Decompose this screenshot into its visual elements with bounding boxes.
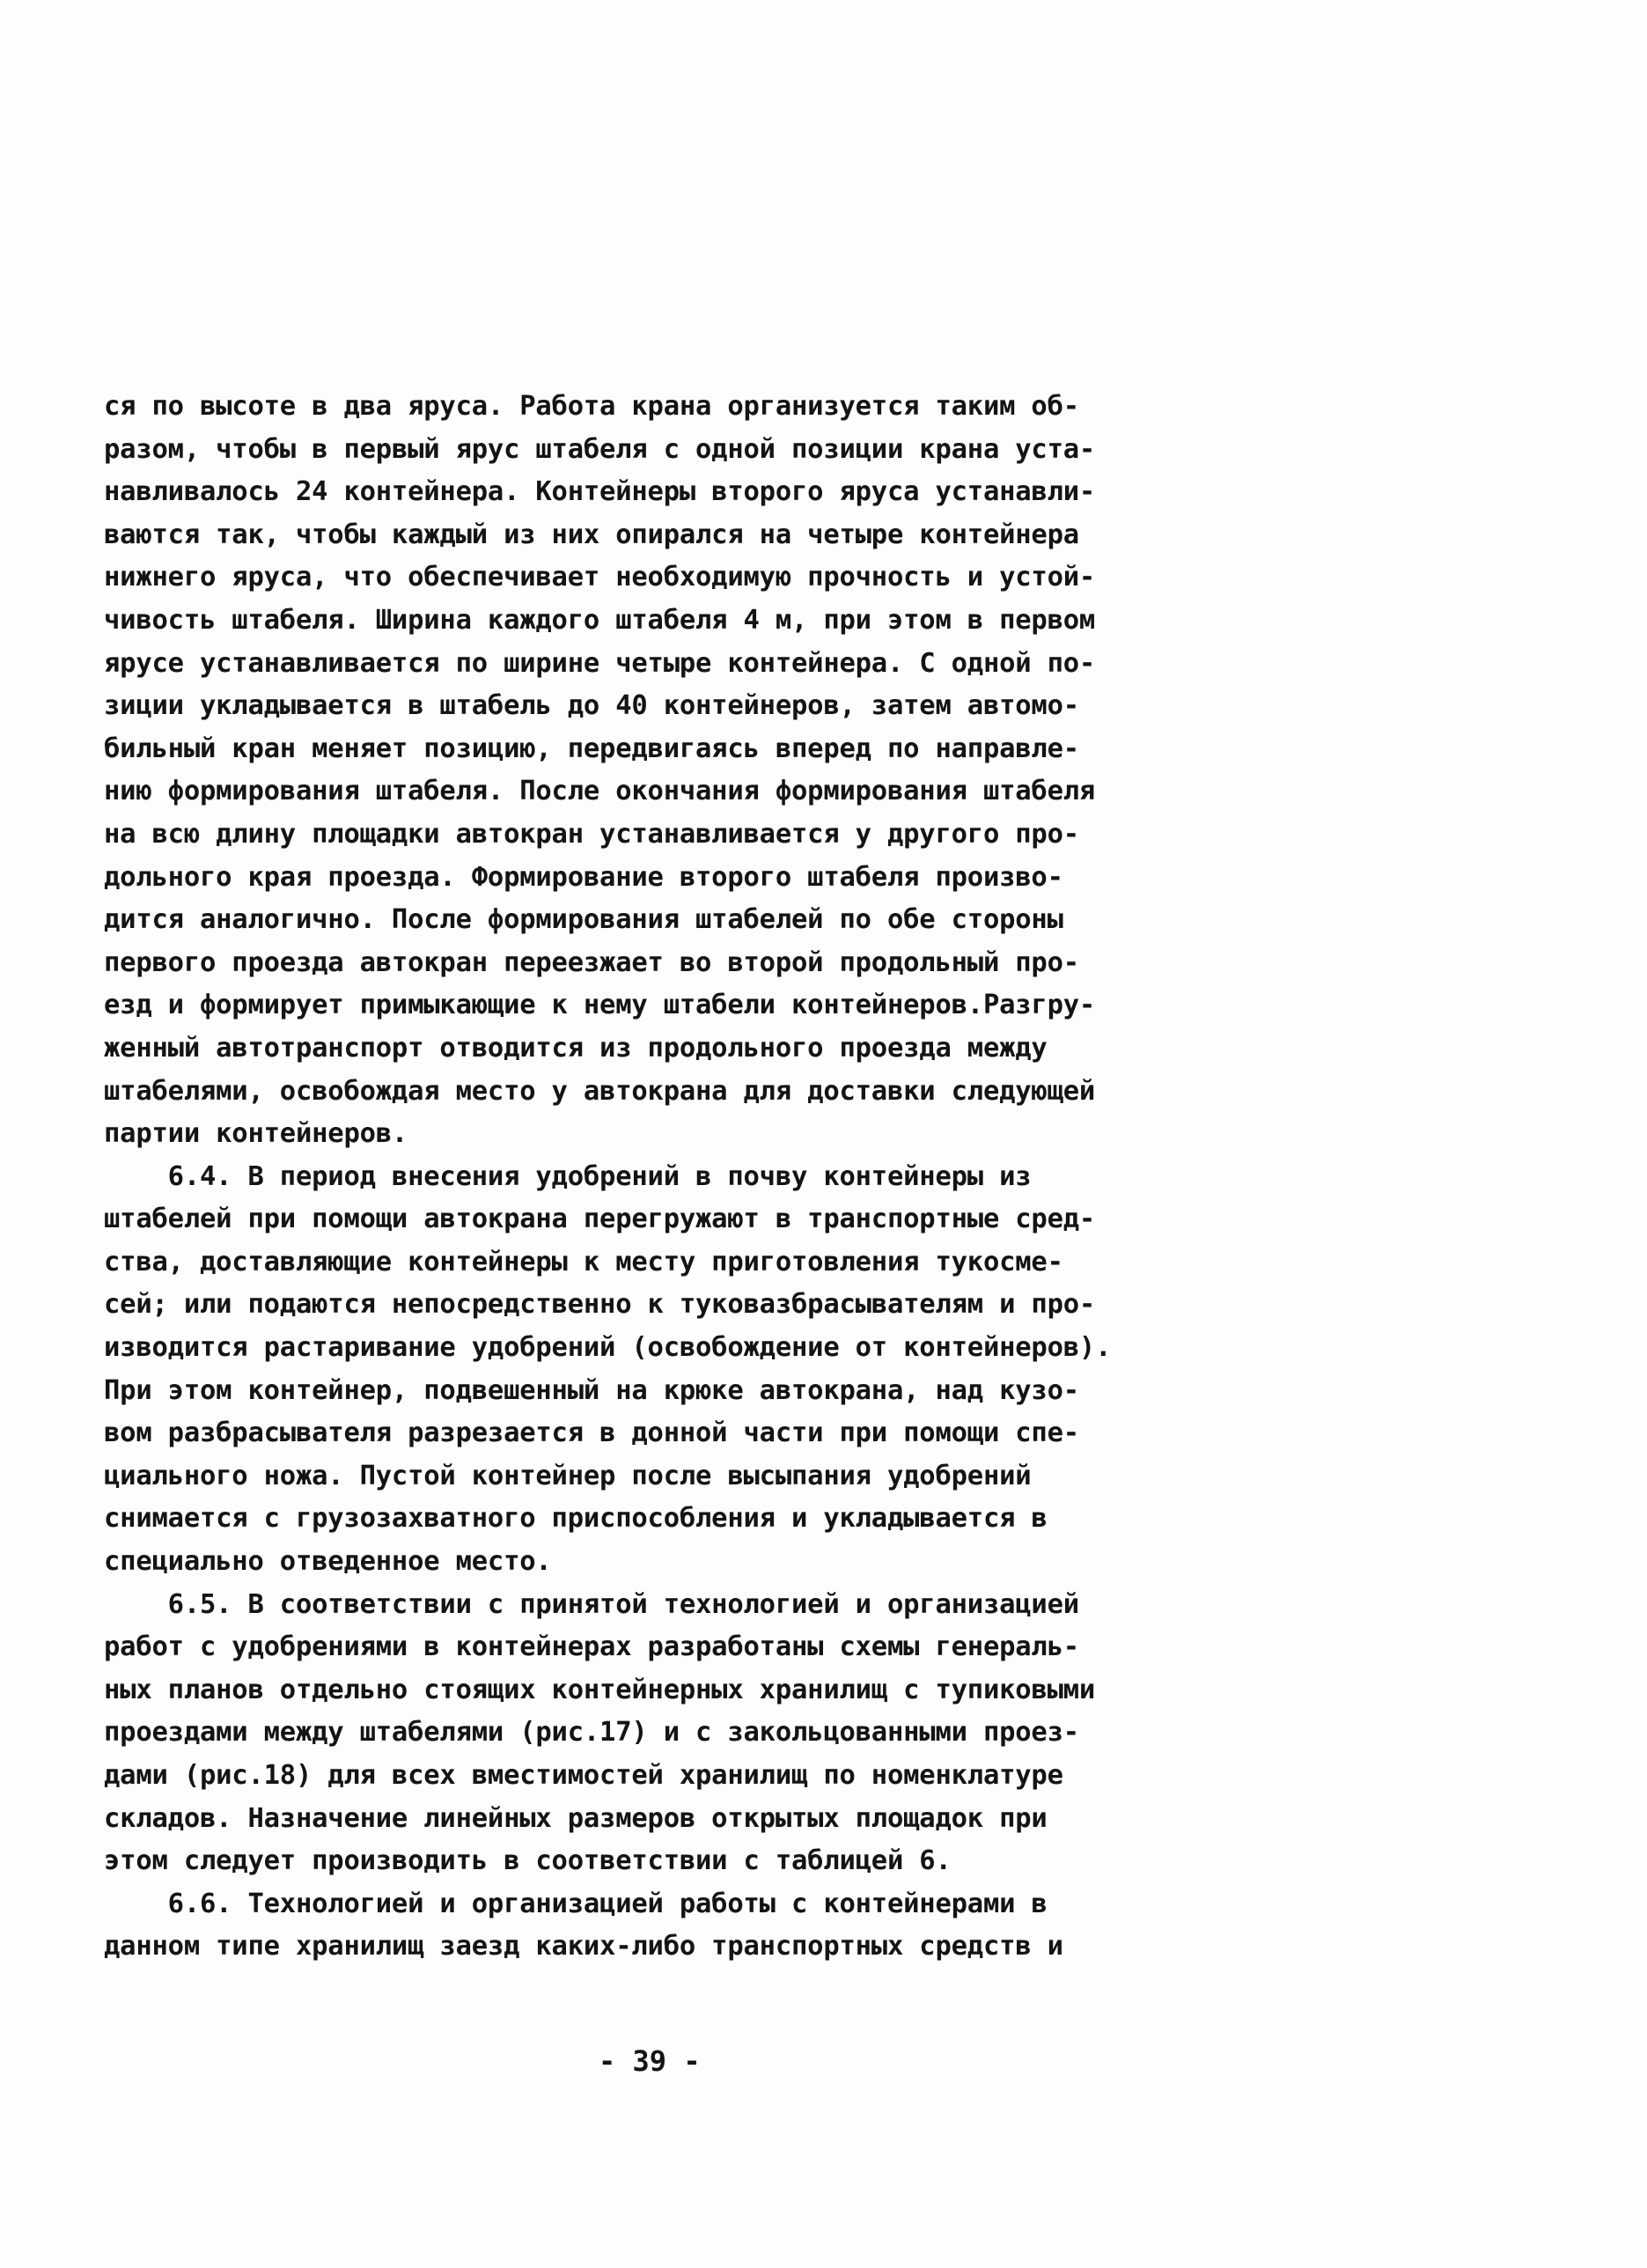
text-line: штабелей при помощи автокрана перегружают в транспортные сред-	[104, 1204, 1096, 1235]
text-line: снимается с грузозахватного приспособления и укладывается в	[104, 1503, 1048, 1535]
text-line: 6.4. В период внесения удобрений в почву контейнеры из	[104, 1160, 1032, 1192]
text-line: навливалось 24 контейнера. Контейнеры второго яруса устанавли-	[104, 476, 1096, 508]
text-line: При этом контейнер, подвешенный на крюке автокрана, над кузо-	[104, 1374, 1079, 1406]
text-line: бильный кран меняет позицию, передвигаясь вперед по направле-	[104, 733, 1079, 764]
text-line: нижнего яруса, что обеспечивает необходимую прочность и устой-	[104, 562, 1096, 593]
page-number: - 39 -	[599, 2044, 701, 2078]
text-line: изводится растаривание удобрений (освобождение от контейнеров).	[104, 1332, 1112, 1364]
text-line: дольного края проезда. Формирование второго штабеля произво-	[104, 861, 1063, 893]
text-line: ярусе устанавливается по ширине четыре контейнера. С одной по-	[104, 647, 1096, 679]
text-line: данном типе хранилищ заезд каких-либо транспортных средств и	[104, 1931, 1063, 1962]
text-line: женный автотранспорт отводится из продольного проезда между	[104, 1032, 1048, 1064]
text-line: этом следует производить в соответствии с таблицей 6.	[104, 1845, 952, 1877]
text-line: нию формирования штабеля. После окончания формирования штабеля	[104, 776, 1096, 807]
text-line: дится аналогично. После формирования штабелей по обе стороны	[104, 904, 1063, 936]
text-line: зиции укладывается в штабель до 40 контейнеров, затем автомо-	[104, 690, 1079, 722]
text-line: ся по высоте в два яруса. Работа крана организуется таким об-	[104, 391, 1079, 422]
text-line: 6.6. Технологией и организацией работы с контейнерами в	[104, 1888, 1048, 1919]
text-line: партии контейнеров.	[104, 1118, 408, 1150]
text-line: дами (рис.18) для всех вместимостей хранилищ по номенклатуре	[104, 1760, 1063, 1791]
text-line: специально отведенное место.	[104, 1546, 552, 1578]
text-line: работ с удобрениями в контейнерах разработаны схемы генераль-	[104, 1631, 1079, 1663]
text-line: ства, доставляющие контейнеры к месту приготовления тукосме-	[104, 1246, 1063, 1278]
text-line: езд и формирует примыкающие к нему штабели контейнеров.Разгру-	[104, 990, 1096, 1021]
text-line: чивость штабеля. Ширина каждого штабеля 4 м, при этом в первом	[104, 604, 1096, 636]
text-line: на всю длину площадки автокран устанавливается у другого про-	[104, 818, 1079, 850]
text-line: сей; или подаются непосредственно к туковазбрасывателям и про-	[104, 1289, 1096, 1321]
text-line: штабелями, освобождая место у автокрана для доставки следующей	[104, 1075, 1096, 1107]
body-text	[104, 386, 1187, 1969]
text-line: вом разбрасывателя разрезается в донной части при помощи спе-	[104, 1418, 1079, 1449]
text-line: проездами между штабелями (рис.17) и с закольцованными проез-	[104, 1717, 1079, 1749]
text-line: циального ножа. Пустой контейнер после высыпания удобрений	[104, 1460, 1032, 1491]
text-line: разом, чтобы в первый ярус штабеля с одной позиции крана уста-	[104, 433, 1096, 465]
text-line: ваются так, чтобы каждый из них опирался на четыре контейнера	[104, 519, 1079, 550]
text-line: складов. Назначение линейных размеров открытых площадок при	[104, 1802, 1048, 1834]
text-line: ных планов отдельно стоящих контейнерных хранилищ с тупиковыми	[104, 1674, 1096, 1705]
text-line: первого проезда автокран переезжает во второй продольный про-	[104, 946, 1079, 978]
text-line: 6.5. В соответствии с принятой технологией и организацией	[104, 1588, 1079, 1620]
